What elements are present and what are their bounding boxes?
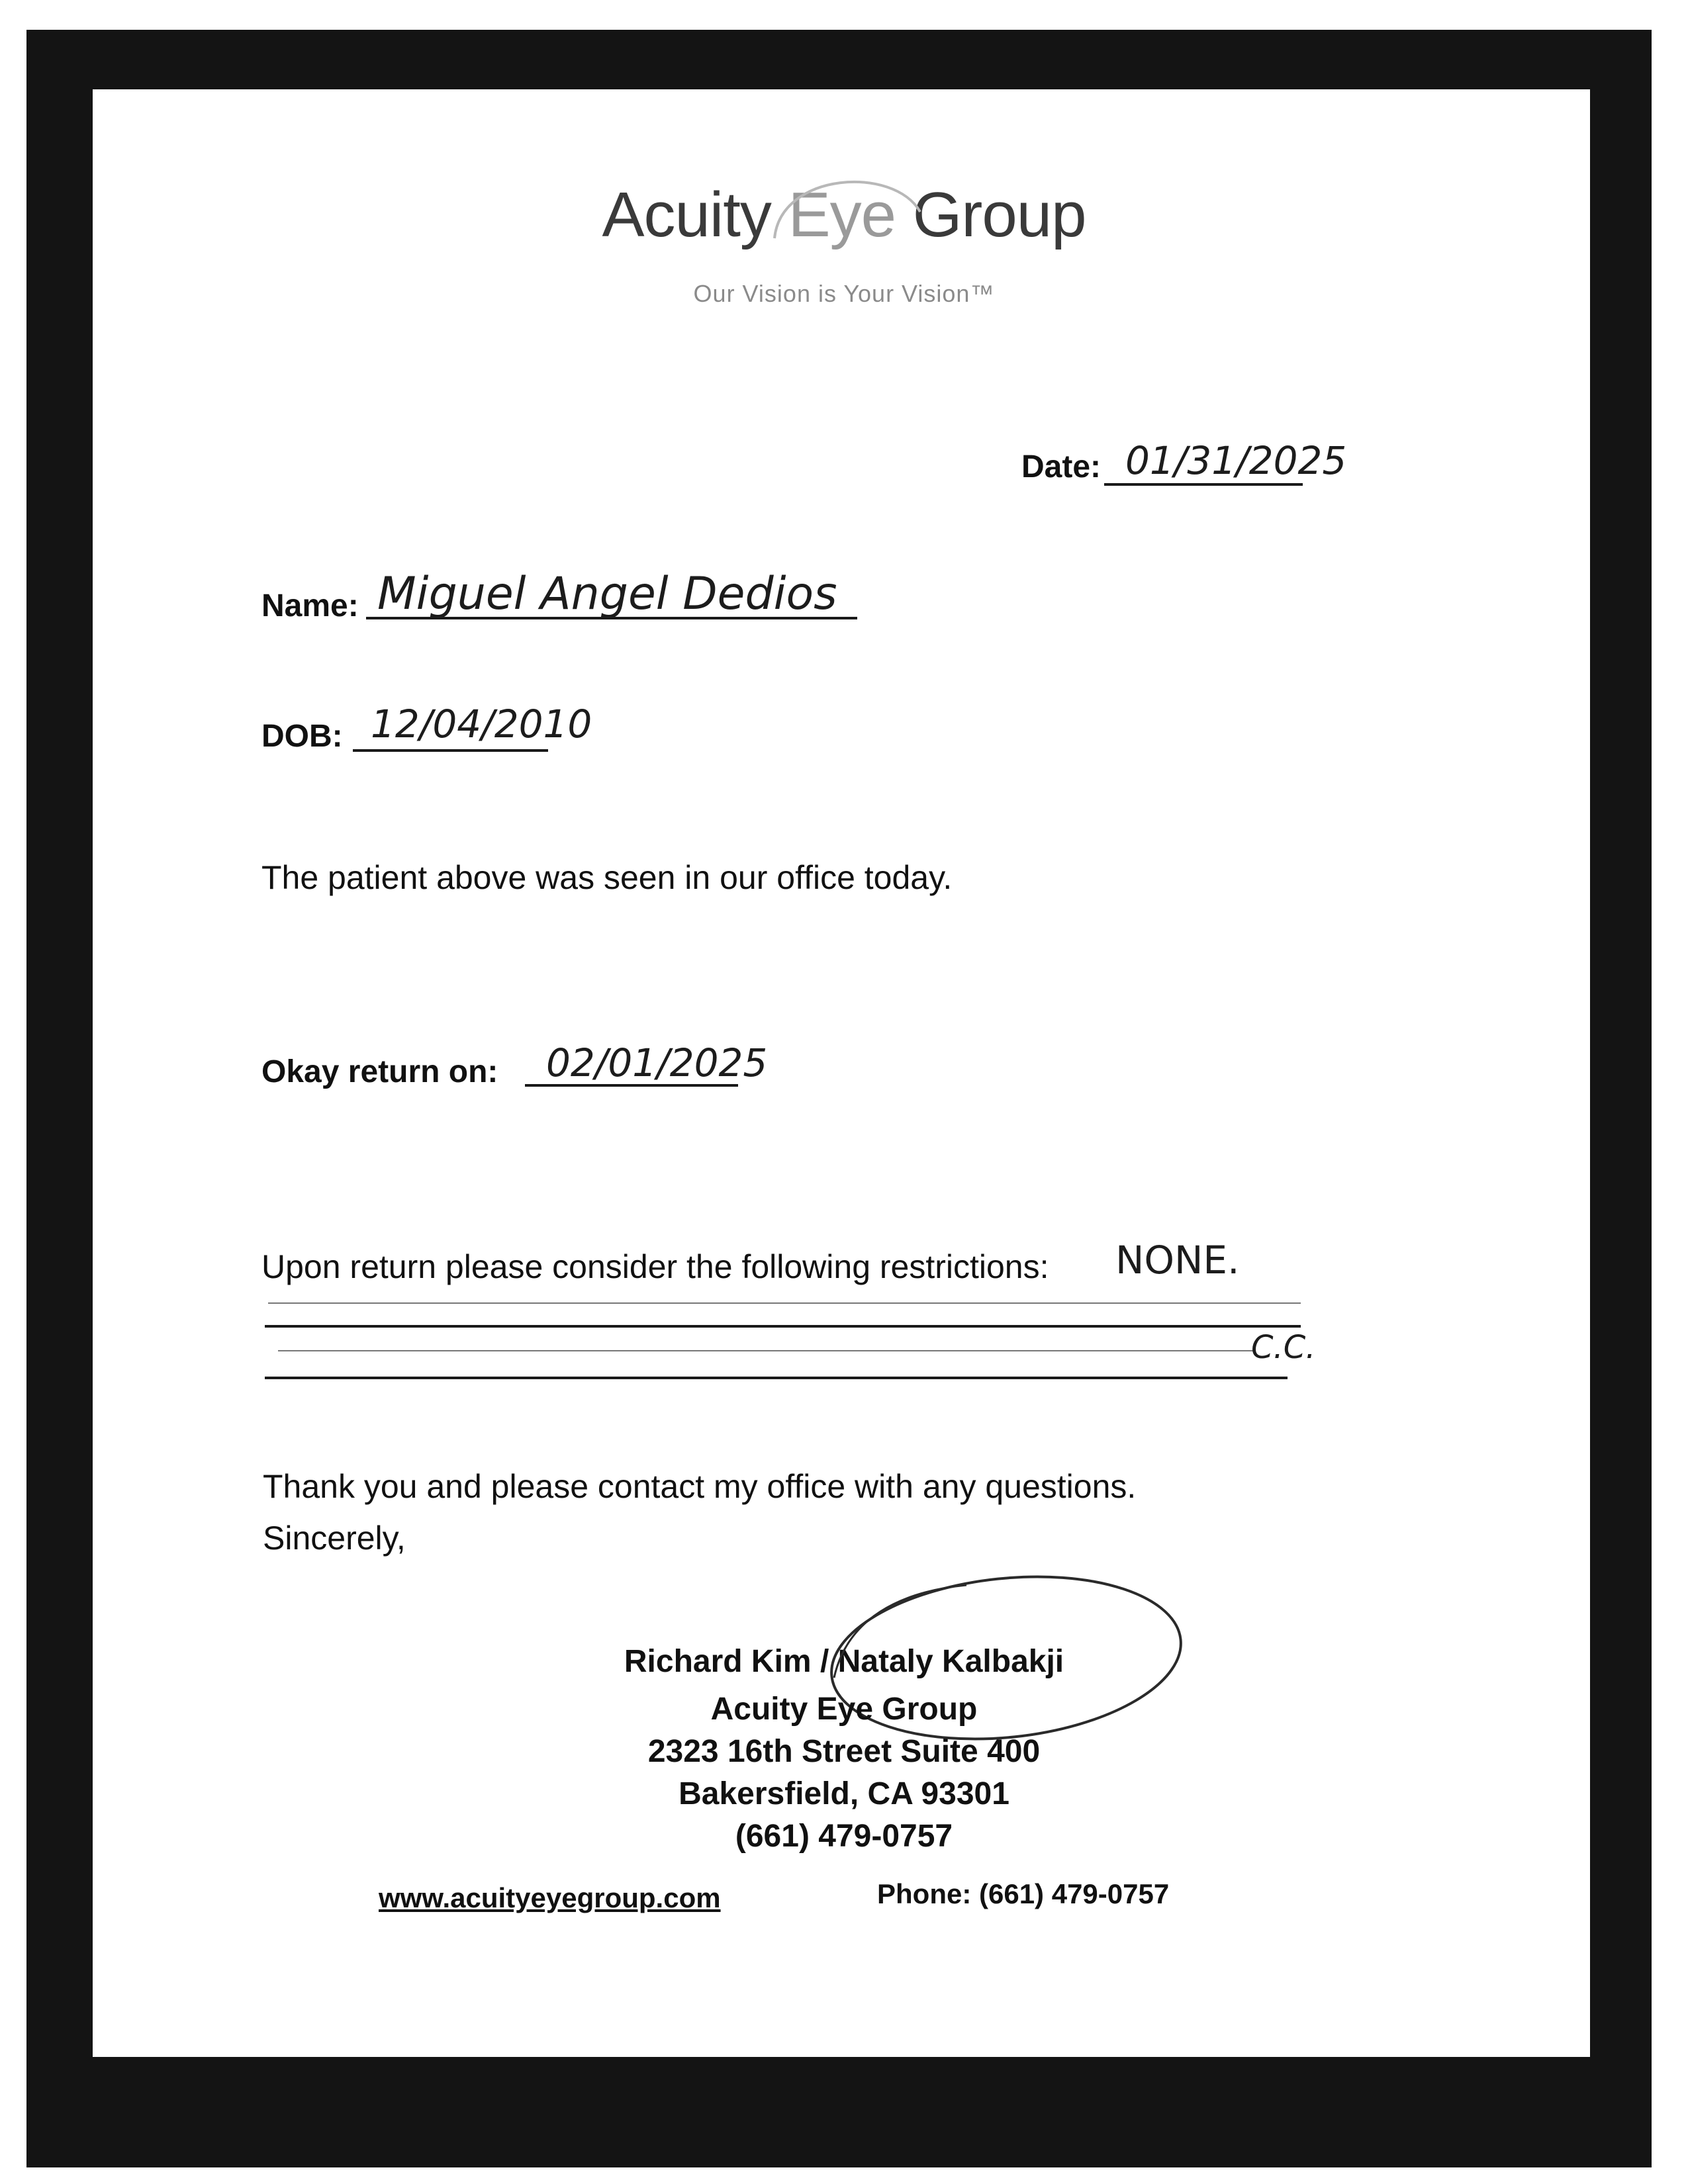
dob-value: 12/04/2010 [371,702,592,747]
date-label: Date: [1021,449,1102,484]
doctor-name-2: Nataly Kalbakji [837,1644,1064,1679]
patient-seen-statement: The patient above was seen in our office today. [261,859,953,896]
date-value: 01/31/2025 [1125,438,1347,483]
doctor-name-1: Richard Kim [624,1644,812,1679]
signature-address-line-2: Bakersfield, CA 93301 [679,1776,1009,1811]
dob-underline [353,749,548,752]
closing-sincerely: Sincerely, [263,1520,406,1557]
closing-thanks: Thank you and please contact my office with any questions. [263,1468,1137,1505]
signature-address-line-1: 2323 16th Street Suite 400 [647,1734,1041,1769]
signature-practice: Acuity Eye Group [710,1692,978,1727]
tagline: Our Vision is Your Vision™ [693,280,995,307]
restrictions-initials: C.C. [1251,1329,1316,1366]
signature-phone: (661) 479-0757 [735,1819,953,1854]
logo-eye-swoosh [761,159,933,265]
return-date-value: 02/01/2025 [546,1040,768,1085]
name-value: Miguel Angel Dedios [377,568,837,620]
doctor-separator: / [820,1644,829,1679]
restrictions-line-1 [265,1325,1301,1328]
restrictions-value: NONE. [1115,1238,1240,1283]
date-underline [1104,483,1303,486]
footer-phone: Phone: (661) 479-0757 [877,1878,1170,1909]
return-date-label: Okay return on: [261,1054,498,1089]
restrictions-strike-line-2 [278,1350,1254,1351]
footer-website-link[interactable]: www.acuityeyegroup.com [379,1882,721,1913]
logo-text-eye: Eye [788,179,896,250]
restrictions-strike-line-1 [268,1302,1301,1304]
restrictions-label: Upon return please consider the following restrictions: [261,1248,1049,1285]
dob-label: DOB: [261,719,343,754]
restrictions-line-2 [265,1377,1288,1379]
name-label: Name: [261,588,359,623]
logo-text-group: Group [896,179,1086,250]
logo-text-acuity: Acuity [602,179,788,250]
